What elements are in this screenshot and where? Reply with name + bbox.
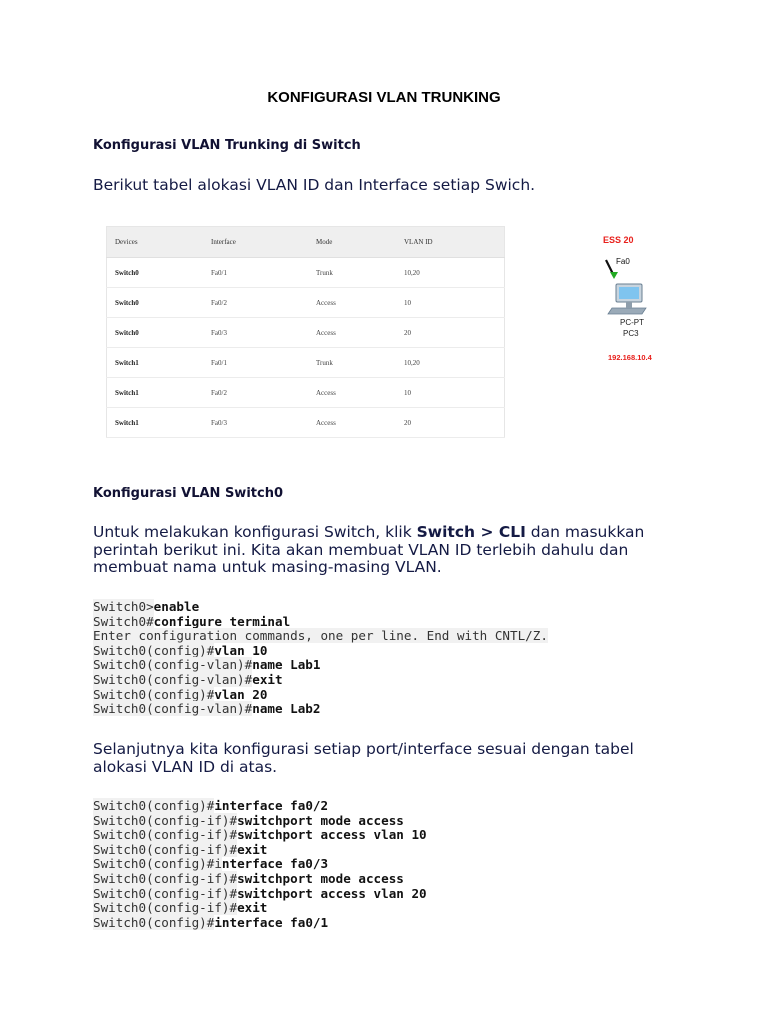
code-line <box>93 814 427 829</box>
network-diagram-fragment <box>598 228 668 368</box>
cell-vlan-id: 10,20 <box>396 348 505 378</box>
link-status-icon <box>610 272 618 279</box>
code-line <box>93 615 548 630</box>
code-line <box>93 916 427 931</box>
cell-device: Switch0 <box>107 288 204 318</box>
code-line <box>93 887 427 902</box>
cell-device: Switch0 <box>107 258 204 288</box>
cli-command: enable <box>153 599 200 614</box>
table-header-row <box>107 227 505 258</box>
code-line <box>93 799 427 814</box>
cli-command: exit <box>237 900 268 916</box>
cli-command: interface fa0/2 <box>214 798 329 813</box>
cli-prompt: Switch0(config-vlan)# <box>93 671 253 687</box>
cell-mode: Trunk <box>308 258 396 288</box>
cell-interface: Fa0/1 <box>203 348 308 378</box>
device-name-label: PC3 <box>623 329 639 338</box>
code-line <box>93 673 548 688</box>
cli-command: switchport access vlan 20 <box>237 885 427 901</box>
cli-command: vlan 10 <box>214 642 268 658</box>
cli-command: vlan 20 <box>214 686 268 702</box>
cli-command: name Lab2 <box>252 701 321 717</box>
cell-mode: Trunk <box>308 348 396 378</box>
cell-interface: Fa0/2 <box>203 288 308 318</box>
cell-mode: Access <box>308 408 396 438</box>
cell-vlan-id: 20 <box>396 318 505 348</box>
cli-command: exit <box>252 671 283 687</box>
code-block-vlan-create <box>93 600 548 717</box>
code-line <box>93 843 427 858</box>
cli-command: interface fa0/1 <box>214 914 329 930</box>
code-line <box>93 857 427 872</box>
cli-prompt: Switch0> <box>93 599 154 614</box>
cli-prompt: Switch0# <box>93 613 154 629</box>
cli-path-emphasis: Switch > CLI <box>416 523 526 541</box>
table-row <box>107 288 505 318</box>
code-line <box>93 702 548 717</box>
cli-prompt: Switch0(config)# <box>93 642 215 658</box>
table-row <box>107 258 505 288</box>
para-suffix: dan masukkan perintah berikut ini. Kita akan membuat VLAN ID terlebih dahulu dan membuat nama untuk masing-masing VLAN. <box>93 523 645 576</box>
pc-icon <box>608 284 646 314</box>
cli-prompt: Switch0(config)# <box>93 798 215 813</box>
port-label: Fa0 <box>616 257 630 266</box>
header-devices: Devices <box>107 227 204 258</box>
code-output: Enter configuration commands, one per line. End with CNTL/Z. <box>93 628 548 644</box>
header-mode: Mode <box>308 227 396 258</box>
cli-prompt: Switch0(config-if)# <box>93 827 238 843</box>
table-row <box>107 408 505 438</box>
cell-mode: Access <box>308 318 396 348</box>
section-heading-switch0: Konfigurasi VLAN Switch0 <box>93 486 283 501</box>
code-block-port-config <box>93 799 427 930</box>
section-heading-trunking: Konfigurasi VLAN Trunking di Switch <box>93 138 361 153</box>
code-line <box>93 872 427 887</box>
cli-command: switchport mode access <box>237 870 404 886</box>
cell-device: Switch1 <box>107 408 204 438</box>
cell-interface: Fa0/2 <box>203 378 308 408</box>
cell-device: Switch0 <box>107 318 204 348</box>
header-vlan-id: VLAN ID <box>396 227 505 258</box>
code-line <box>93 828 427 843</box>
cli-command: nterface fa0/3 <box>221 856 329 872</box>
cli-prompt: Switch0(config-if)# <box>93 870 238 886</box>
cell-mode: Access <box>308 378 396 408</box>
code-line <box>93 658 548 673</box>
code-line <box>93 600 548 615</box>
code-line <box>93 901 427 916</box>
cli-prompt: Switch0(config-if)# <box>93 885 238 901</box>
cell-vlan-id: 10 <box>396 288 505 318</box>
document-title: KONFIGURASI VLAN TRUNKING <box>267 89 501 106</box>
vlan-label: ESS 20 <box>603 235 634 245</box>
port-config-paragraph: Selanjutnya kita konfigurasi setiap port/interface sesuai dengan tabel alokasi VLAN ID di atas. <box>93 740 634 776</box>
cell-interface: Fa0/3 <box>203 318 308 348</box>
ip-address-label: 192.168.10.4 <box>608 353 652 362</box>
cell-interface: Fa0/3 <box>203 408 308 438</box>
intro-paragraph: Berikut tabel alokasi VLAN ID dan Interface setiap Swich. <box>93 176 536 194</box>
cli-prompt: Switch0(config)#i <box>93 856 222 872</box>
table-row <box>107 318 505 348</box>
cli-prompt: Switch0(config-vlan)# <box>93 657 253 673</box>
cli-command: switchport access vlan 10 <box>237 827 427 843</box>
header-interface: Interface <box>203 227 308 258</box>
table-body <box>107 258 505 438</box>
cell-device: Switch1 <box>107 348 204 378</box>
cli-prompt: Switch0(config-vlan)# <box>93 701 253 717</box>
cell-vlan-id: 10,20 <box>396 258 505 288</box>
cli-instruction-paragraph <box>93 524 663 577</box>
table-row <box>107 348 505 378</box>
cli-command: exit <box>237 841 268 857</box>
cell-device: Switch1 <box>107 378 204 408</box>
code-line <box>93 688 548 703</box>
table-row <box>107 378 505 408</box>
cell-vlan-id: 20 <box>396 408 505 438</box>
code-line <box>93 629 548 644</box>
cell-mode: Access <box>308 288 396 318</box>
cell-vlan-id: 10 <box>396 378 505 408</box>
vlan-allocation-table <box>106 226 505 438</box>
cli-command: configure terminal <box>153 613 291 629</box>
cli-prompt: Switch0(config-if)# <box>93 812 238 828</box>
cli-prompt: Switch0(config-if)# <box>93 900 238 916</box>
device-type-label: PC-PT <box>620 318 644 327</box>
cell-interface: Fa0/1 <box>203 258 308 288</box>
cli-prompt: Switch0(config)# <box>93 686 215 702</box>
cli-prompt: Switch0(config-if)# <box>93 841 238 857</box>
cli-command: name Lab1 <box>252 657 321 673</box>
code-line <box>93 644 548 659</box>
cli-command: switchport mode access <box>237 812 404 828</box>
cli-prompt: Switch0(config)# <box>93 914 215 930</box>
para-prefix: Untuk melakukan konfigurasi Switch, klik <box>93 523 417 541</box>
